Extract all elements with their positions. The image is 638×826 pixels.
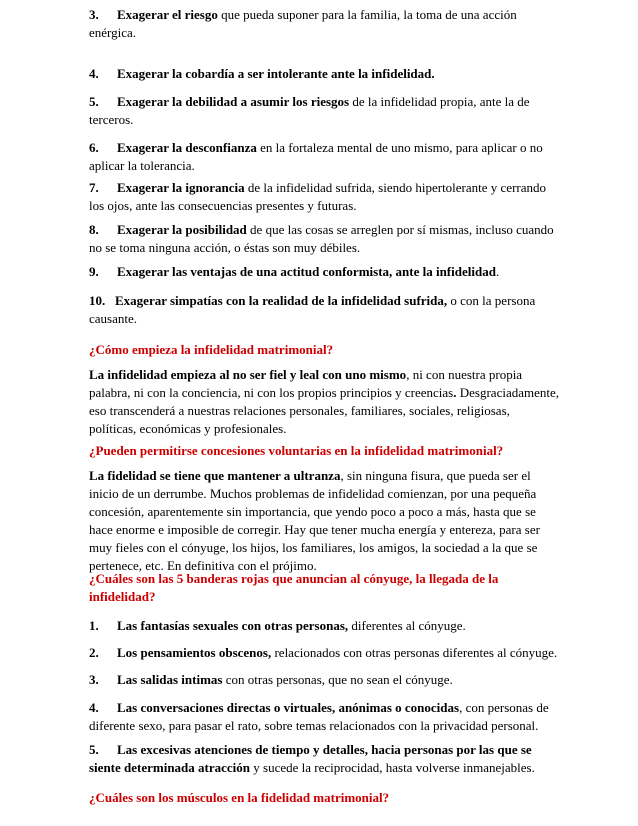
section-heading: ¿Cuáles son las 5 banderas rojas que anuncian al cónyuge, la llegada de la infidelidad? — [89, 571, 499, 604]
list-item: 8. Exagerar la posibilidad de que las cosas se arreglen por sí mismas, incluso cuando no se toma ninguna acción, o éstas son muy débiles. — [89, 222, 554, 255]
list-item: 2. Los pensamientos obscenos, relacionados con otras personas diferentes al cónyuge. — [89, 645, 558, 660]
section-heading: ¿Pueden permitirse concesiones voluntarias en la infidelidad matrimonial? — [89, 443, 504, 458]
list-item: 6. Exagerar la desconfianza en la fortaleza mental de uno mismo, para aplicar o no aplicar la tolerancia. — [89, 140, 543, 173]
paragraph: La fidelidad se tiene que mantener a ultranza, sin ninguna fisura, que pueda ser el inicio de un derrumbe. Muchos problemas de infidelidad comienzan, por una pequeña concesión, aparentemente sin importancia, que yendo poco a poco a más, hasta que se hace enorme e imposible de corregir. Hay que tener mucha energía y entereza, para ser muy fieles con el cónyuge, los hijos, los familiares, los amigos, la sociedad a la que se pertenece, etc. En definitiva con el prójimo. — [89, 468, 540, 573]
paragraph: La infidelidad empieza al no ser fiel y leal con uno mismo, ni con nuestra propia palabra, ni con la conciencia, ni con los propios principios y creencias. Desgraciadamente, eso transcenderá a nuestras relaciones personales, familiares, sociales, religiosas, políticas, económicas y profesionales. — [89, 367, 560, 436]
list-item: 1. Las fantasías sexuales con otras personas, diferentes al cónyuge. — [89, 618, 466, 633]
list-item: 7. Exagerar la ignorancia de la infidelidad sufrida, siendo hipertolerante y cerrando los ojos, ante las consecuencias presentes y futuras. — [89, 180, 547, 213]
list-item: 10. Exagerar simpatías con la realidad de la infidelidad sufrida, o con la persona causante. — [89, 293, 536, 326]
list-item: 5. Exagerar la debilidad a asumir los riesgos de la infidelidad propia, ante la de terceros. — [89, 94, 530, 127]
list-item: 3. Exagerar el riesgo que pueda suponer para la familia, la toma de una acción enérgica. — [89, 7, 517, 40]
section-heading: ¿Cómo empieza la infidelidad matrimonial? — [89, 342, 334, 357]
list-item: 4. Las conversaciones directas o virtuales, anónimas o conocidas, con personas de diferente sexo, para pasar el rato, sobre temas relacionados con la privacidad personal. — [89, 700, 549, 733]
list-item: 9. Exagerar las ventajas de una actitud conformista, ante la infidelidad. — [89, 264, 500, 279]
list-item: 5. Las excesivas atenciones de tiempo y detalles, hacia personas por las que se siente determinada atracción y sucede la reciprocidad, hasta volverse inmanejables. — [89, 742, 535, 775]
list-item: 3. Las salidas intimas con otras personas, que no sean el cónyuge. — [89, 672, 453, 687]
section-heading: ¿Cuáles son los músculos en la fidelidad matrimonial? — [89, 790, 390, 805]
list-item: 4. Exagerar la cobardía a ser intolerante ante la infidelidad. — [89, 66, 435, 81]
